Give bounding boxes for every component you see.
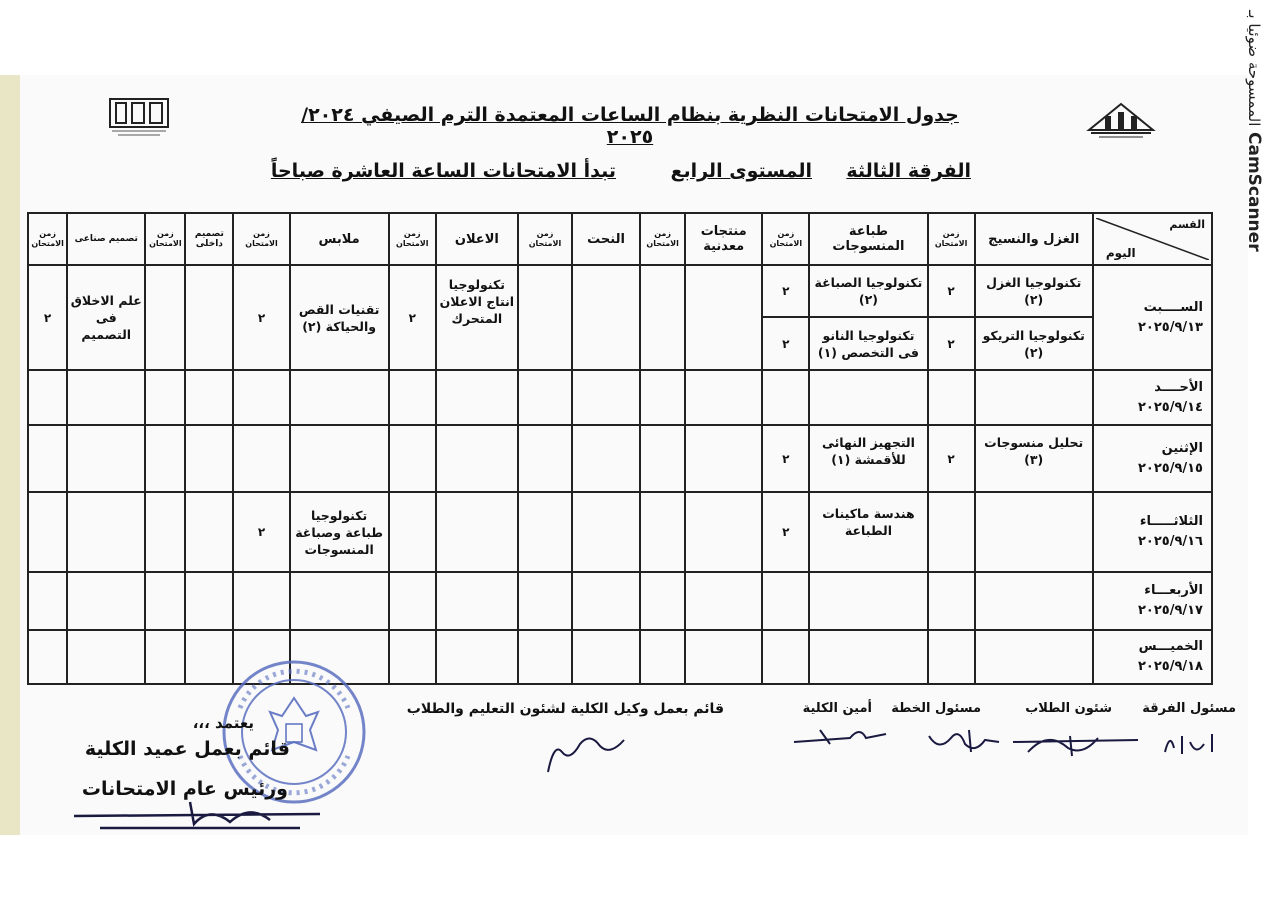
group-label: الفرقة الثالثة [846,160,971,182]
empty-cell [67,572,145,630]
empty-cell [975,572,1093,630]
empty-cell [233,425,289,492]
empty-cell [67,425,145,492]
college-secretary-label: أمين الكلية [802,701,872,716]
empty-cell [145,572,185,630]
exam-time-cell: ٢ [762,265,809,317]
day-name: الثلاثـــــاء [1139,514,1203,529]
table-row [28,265,1212,317]
exam-time-header: زمن الامتحان [928,213,975,265]
exam-time-cell: ٢ [28,265,67,370]
empty-cell [975,630,1093,684]
empty-cell [809,630,927,684]
table-row [28,492,1212,572]
approve-label: يعتمد ،،، [192,714,254,732]
dept-header-interior-design: تصميم داخلى [185,213,233,265]
empty-cell [518,572,572,630]
empty-cell [640,425,685,492]
empty-cell [928,630,975,684]
empty-cell [389,572,436,630]
exam-time-header: زمن الامتحان [145,213,185,265]
exam-time-cell: ٢ [762,317,809,370]
exam-schedule-table [27,212,1213,685]
exam-cell: تكنولوجيا النانو فى التخصص (١) [809,317,927,370]
empty-cell [389,425,436,492]
day-cell-monday [1093,425,1212,492]
empty-cell [389,630,436,684]
exam-time-cell: ٢ [928,425,975,492]
day-name: الخميـــس [1138,639,1203,654]
exam-cell: تكنولوجيا انتاج الاعلان المتحرك [436,265,518,370]
exam-time-header: زمن الامتحان [762,213,809,265]
empty-cell [518,425,572,492]
day-cell-tuesday [1093,492,1212,572]
university-logo [1085,100,1157,140]
empty-cell [436,630,518,684]
exam-time-cell: ٢ [928,317,975,370]
level-label: المستوى الرابع [670,160,812,182]
empty-cell [975,370,1093,425]
exam-time-cell: ٢ [928,265,975,317]
empty-cell [28,425,67,492]
empty-cell [185,265,233,370]
empty-cell [28,492,67,572]
exam-time-header: زمن الامتحان [233,213,289,265]
dept-header-textile-printing: طباعة المنسوجات [809,213,927,265]
page-title: جدول الامتحانات النظرية بنظام الساعات المعتمدة الترم الصيفي ٢٠٢٤/ ٢٠٢٥ [301,104,959,148]
day-date: ٢٠٢٥/٩/١٨ [1137,659,1203,674]
dept-header-metal-products: منتجات معدنية [685,213,762,265]
day-cell-saturday [1093,265,1212,370]
table-row [28,425,1212,492]
dean-label: قائم بعمل عميد الكلية [84,738,290,760]
exam-time-header: زمن الامتحان [640,213,685,265]
dept-header-spinning: الغزل والنسيج [975,213,1093,265]
exam-time-header: زمن الامتحان [389,213,436,265]
empty-cell [572,370,640,425]
dept-header-clothing: ملابس [290,213,389,265]
empty-cell [436,492,518,572]
empty-cell [640,630,685,684]
empty-cell [67,370,145,425]
day-date: ٢٠٢٥/٩/١٣ [1137,319,1203,335]
day-date: ٢٠٢٥/٩/١٦ [1137,534,1203,549]
watermark-brand: CamScanner [1244,132,1264,252]
empty-cell [572,492,640,572]
day-date: ٢٠٢٥/٩/١٧ [1137,603,1203,618]
empty-cell [928,370,975,425]
empty-cell [572,630,640,684]
empty-cell [145,492,185,572]
exam-time-cell: ٢ [762,492,809,572]
empty-cell [572,572,640,630]
empty-cell [640,492,685,572]
exam-time-cell: ٢ [762,425,809,492]
empty-cell [290,370,389,425]
dept-header-advertising: الاعلان [436,213,518,265]
exam-cell: تكنولوجيا الصباغة (٢) [809,265,927,317]
empty-cell [685,370,762,425]
empty-cell [145,370,185,425]
camscanner-watermark [1232,10,1276,310]
empty-cell [762,630,809,684]
exam-time-cell: ٢ [389,265,436,370]
day-cell-sunday [1093,370,1212,425]
empty-cell [67,630,145,684]
day-cell-thursday [1093,630,1212,684]
day-name: الإثنين [1161,440,1203,456]
empty-cell [28,630,67,684]
exam-cell: تكنولوجيا الغزل (٢) [975,265,1093,317]
day-name: الأحــــد [1154,379,1203,395]
table-row [28,572,1212,630]
empty-cell [975,492,1093,572]
group-officer-signature [1160,722,1230,758]
exam-cell: تكنولوجيا طباعة وصباغة المنسوجات [290,492,389,572]
empty-cell [685,492,762,572]
empty-cell [762,370,809,425]
day-name: الأربعـــاء [1144,583,1203,598]
empty-cell [389,492,436,572]
empty-cell [233,370,289,425]
empty-cell [185,425,233,492]
exam-cell: التجهيز النهائى للأقمشة (١) [809,425,927,492]
empty-cell [928,492,975,572]
day-date: ٢٠٢٥/٩/١٤ [1137,399,1203,415]
header-row [28,213,1212,265]
faculty-logo [108,97,170,139]
exams-head-label: ورئيس عام الامتحانات [81,778,288,800]
plan-officer-signature [925,722,1005,758]
vice-dean-signature [540,722,630,780]
empty-cell [518,630,572,684]
empty-cell [518,492,572,572]
exam-cell: هندسة ماكينات الطباعة [809,492,927,572]
day-date: ٢٠٢٥/٩/١٥ [1137,460,1203,476]
exam-cell: تقنيات القص والحياكة (٢) [290,265,389,370]
empty-cell [185,370,233,425]
empty-cell [809,572,927,630]
empty-cell [233,572,289,630]
empty-cell [185,572,233,630]
dept-header-industrial-design: تصميم صناعى [67,213,145,265]
plan-officer-label: مسئول الخطة [891,701,981,716]
exam-time-cell: ٢ [233,265,289,370]
group-officer-label: مسئول الفرقة [1142,701,1236,716]
table-row [28,630,1212,684]
empty-cell [28,572,67,630]
student-affairs-label: شئون الطلاب [1025,701,1112,716]
start-time-label: تبدأ الامتحانات الساعة العاشرة صباحاً [270,160,616,182]
empty-cell [436,572,518,630]
corner-dept-label: القسم [1169,218,1205,231]
exam-time-header: زمن الامتحان [28,213,67,265]
day-name: الســــبت [1143,299,1203,315]
empty-cell [572,265,640,370]
exam-time-header: زمن الامتحان [518,213,572,265]
exam-cell: تحليل منسوجات (٣) [975,425,1093,492]
empty-cell [389,370,436,425]
empty-cell [809,370,927,425]
empty-cell [145,630,185,684]
college-secretary-signature [790,720,890,750]
empty-cell [685,630,762,684]
table-row [28,370,1212,425]
empty-cell [640,572,685,630]
exam-cell: تكنولوجيا التريكو (٢) [975,317,1093,370]
empty-cell [28,370,67,425]
corner-day-label: اليوم [1105,246,1136,260]
empty-cell [185,492,233,572]
scan-edge-strip [0,75,20,835]
empty-cell [436,370,518,425]
empty-cell [290,425,389,492]
exam-cell: علم الاخلاق فى التصميم [67,265,145,370]
empty-cell [640,265,685,370]
empty-cell [685,425,762,492]
empty-cell [640,370,685,425]
watermark-text: الممسوحة ضوئيا بـ [1245,10,1263,127]
empty-cell [145,265,185,370]
empty-cell [928,572,975,630]
empty-cell [572,425,640,492]
empty-cell [67,492,145,572]
empty-cell [290,572,389,630]
corner-cell [1093,213,1212,265]
student-affairs-signature [1008,722,1148,762]
vice-dean-label: قائم بعمل وكيل الكلية لشئون التعليم والطلاب [406,701,724,717]
dept-header-sculpture: النحت [572,213,640,265]
exam-time-cell: ٢ [233,492,289,572]
dean-signature [70,798,340,834]
empty-cell [518,370,572,425]
day-cell-wednesday [1093,572,1212,630]
empty-cell [685,265,762,370]
empty-cell [436,425,518,492]
empty-cell [145,425,185,492]
empty-cell [685,572,762,630]
empty-cell [762,572,809,630]
empty-cell [518,265,572,370]
